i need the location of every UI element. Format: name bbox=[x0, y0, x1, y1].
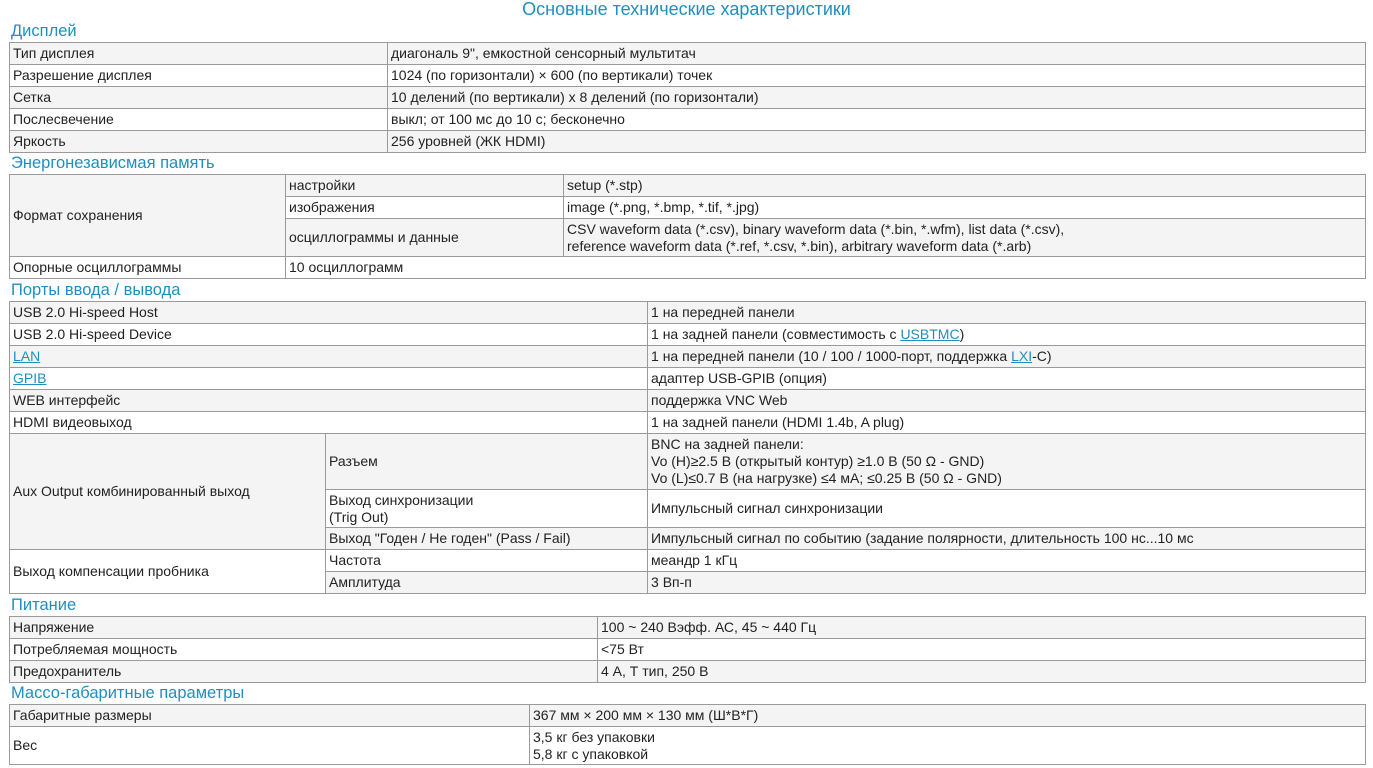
row-value: 10 осциллограмм bbox=[286, 257, 1366, 279]
row-value: 367 мм × 200 мм × 130 мм (Ш*В*Г) bbox=[530, 705, 1366, 727]
gpib-link[interactable]: GPIB bbox=[13, 370, 47, 386]
value-line: CSV waveform data (*.csv), binary waveform data (*.bin, *.wfm), list data (*.csv), bbox=[567, 220, 1065, 237]
row-label: HDMI видеовыход bbox=[10, 412, 648, 434]
value-text: -C) bbox=[1032, 348, 1052, 364]
table-row bbox=[10, 302, 1366, 324]
table-row bbox=[10, 65, 1366, 87]
row-label: Выход "Годен / Не годен" (Pass / Fail) bbox=[326, 528, 648, 550]
row-value: выкл; от 100 мс до 10 с; бесконечно bbox=[388, 109, 1366, 131]
label-line: Выход синхронизации bbox=[329, 491, 474, 508]
row-label: изображения bbox=[286, 197, 564, 219]
table-row bbox=[10, 87, 1366, 109]
row-value: 256 уровней (ЖК HDMI) bbox=[388, 131, 1366, 153]
table-row bbox=[10, 412, 1366, 434]
table-row bbox=[10, 368, 1366, 390]
table-row bbox=[10, 109, 1366, 131]
table-row bbox=[10, 131, 1366, 153]
section-heading-mass: Массо-габаритные параметры bbox=[11, 684, 245, 702]
row-label: Тип дисплея bbox=[10, 43, 388, 65]
row-label: WEB интерфейс bbox=[10, 390, 648, 412]
section-heading-power: Питание bbox=[11, 596, 77, 614]
table-row bbox=[10, 346, 1366, 368]
row-value: 1 на передней панели bbox=[648, 302, 1366, 324]
table-row bbox=[10, 550, 1366, 572]
aux-label: Aux Output комбинированный выход bbox=[10, 434, 326, 550]
row-label: осциллограммы и данные bbox=[286, 219, 564, 257]
row-label: Разъем bbox=[326, 434, 648, 490]
lxi-link[interactable]: LXI bbox=[1011, 348, 1033, 364]
row-value: Импульсный сигнал по событию (задание полярности, длительность 100 нс...10 мс bbox=[648, 528, 1366, 550]
table-row bbox=[10, 617, 1366, 639]
value-text: ) bbox=[959, 326, 965, 342]
row-label: Напряжение bbox=[10, 617, 598, 639]
row-value: адаптер USB-GPIB (опция) bbox=[648, 368, 1366, 390]
mass-table bbox=[9, 704, 1366, 765]
table-row bbox=[10, 175, 1366, 197]
row-label bbox=[10, 346, 648, 368]
table-row bbox=[10, 257, 1366, 279]
row-label bbox=[10, 368, 648, 390]
row-label: Послесвечение bbox=[10, 109, 388, 131]
label-line: (Trig Out) bbox=[329, 508, 389, 525]
row-value bbox=[648, 324, 1366, 346]
row-label: USB 2.0 Hi-speed Host bbox=[10, 302, 648, 324]
row-value: диагональ 9", емкостной сенсорный мультитач bbox=[388, 43, 1366, 65]
table-row bbox=[10, 661, 1366, 683]
row-value: 3 Вп-п bbox=[648, 572, 1366, 594]
table-row bbox=[10, 434, 1366, 490]
value-text: 1 на передней панели (10 / 100 / 1000-порт, поддержка bbox=[651, 348, 1012, 364]
format-label: Формат сохранения bbox=[10, 175, 286, 257]
row-label: Амплитуда bbox=[326, 572, 648, 594]
section-heading-ports: Порты ввода / вывода bbox=[11, 281, 181, 299]
value-text: 1 на задней панели (совместимость с bbox=[651, 326, 901, 342]
table-row bbox=[10, 324, 1366, 346]
row-label: Габаритные размеры bbox=[10, 705, 530, 727]
table-row bbox=[10, 390, 1366, 412]
row-label: Опорные осциллограммы bbox=[10, 257, 286, 279]
lan-link[interactable]: LAN bbox=[13, 348, 41, 364]
row-value bbox=[648, 434, 1366, 490]
table-row bbox=[10, 639, 1366, 661]
memory-table bbox=[9, 174, 1366, 279]
row-label: Сетка bbox=[10, 87, 388, 109]
row-value: меандр 1 кГц bbox=[648, 550, 1366, 572]
display-table bbox=[9, 42, 1366, 153]
value-line: reference waveform data (*.ref, *.csv, *.bin), arbitrary waveform data (*.arb) bbox=[567, 237, 1032, 254]
row-label: USB 2.0 Hi-speed Device bbox=[10, 324, 648, 346]
row-value: setup (*.stp) bbox=[564, 175, 1366, 197]
row-value bbox=[530, 727, 1366, 765]
row-value: <75 Вт bbox=[598, 639, 1366, 661]
table-row bbox=[10, 705, 1366, 727]
row-value: image (*.png, *.bmp, *.tif, *.jpg) bbox=[564, 197, 1366, 219]
value-line: 5,8 кг с упаковкой bbox=[533, 745, 649, 762]
row-label: Предохранитель bbox=[10, 661, 598, 683]
value-line: Vo (H)≥2.5 В (открытый контур) ≥1.0 В (50 Ω - GND) bbox=[651, 453, 985, 469]
value-line: BNC на задней панели: bbox=[651, 436, 804, 452]
row-value: 4 А, Т тип, 250 В bbox=[598, 661, 1366, 683]
row-value: 100 ~ 240 Вэфф. АС, 45 ~ 440 Гц bbox=[598, 617, 1366, 639]
row-value bbox=[648, 346, 1366, 368]
usbtmc-link[interactable]: USBTMC bbox=[900, 326, 960, 342]
probe-label: Выход компенсации пробника bbox=[10, 550, 326, 594]
row-value: 1 на задней панели (HDMI 1.4b, A plug) bbox=[648, 412, 1366, 434]
row-label: Вес bbox=[10, 727, 530, 765]
row-value: 1024 (по горизонтали) × 600 (по вертикали) точек bbox=[388, 65, 1366, 87]
value-line: Vo (L)≤0.7 В (на нагрузке) ≤4 мА; ≤0.25 В (50 Ω - GND) bbox=[651, 470, 1002, 486]
power-table bbox=[9, 616, 1366, 683]
value-line: 3,5 кг без упаковки bbox=[533, 728, 655, 745]
row-label: Яркость bbox=[10, 131, 388, 153]
table-row bbox=[10, 727, 1366, 765]
row-value: 10 делений (по вертикали) х 8 делений (по горизонтали) bbox=[388, 87, 1366, 109]
row-label: Потребляемая мощность bbox=[10, 639, 598, 661]
section-heading-display: Дисплей bbox=[11, 22, 77, 40]
row-label: Разрешение дисплея bbox=[10, 65, 388, 87]
row-label: Частота bbox=[326, 550, 648, 572]
table-row bbox=[10, 43, 1366, 65]
row-label: настройки bbox=[286, 175, 564, 197]
page-title: Основные технические характеристики bbox=[522, 0, 851, 19]
row-value: поддержка VNC Web bbox=[648, 390, 1366, 412]
section-heading-memory: Энергонезависмая память bbox=[11, 154, 215, 172]
ports-table bbox=[9, 301, 1366, 594]
row-label bbox=[326, 490, 648, 528]
row-value bbox=[564, 219, 1366, 257]
row-value: Импульсный сигнал синхронизации bbox=[648, 490, 1366, 528]
